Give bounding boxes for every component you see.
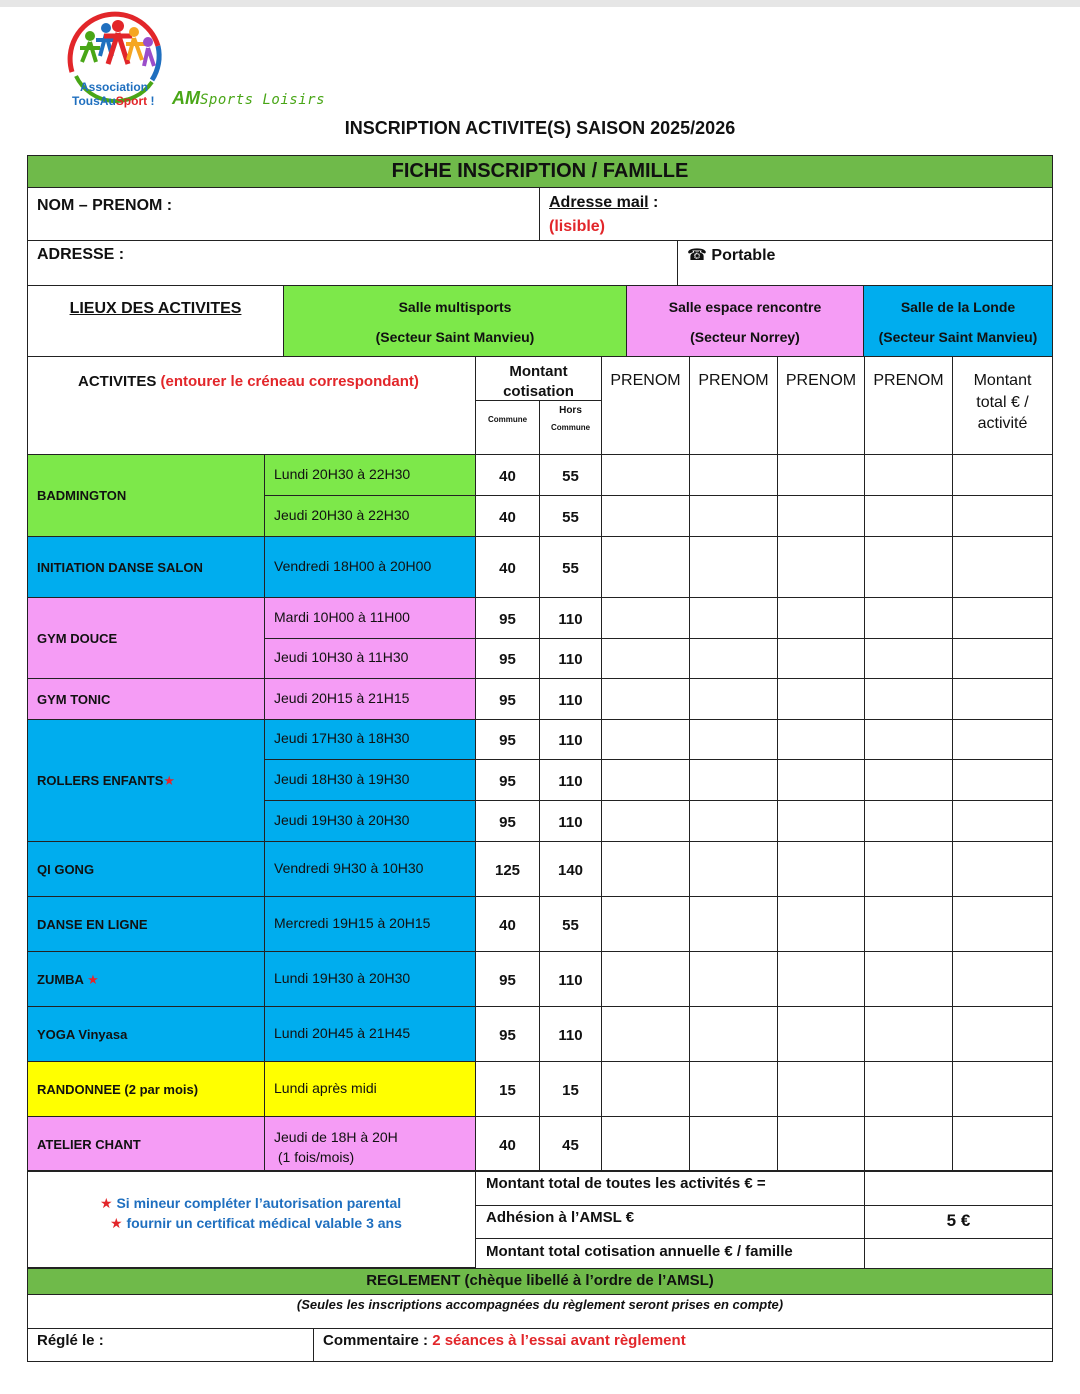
time-slot-cell[interactable] bbox=[264, 719, 476, 760]
nom-prenom-field[interactable]: NOM – PRENOM : bbox=[27, 187, 540, 241]
price-hors-commune bbox=[539, 841, 602, 897]
prenom-entry-cell[interactable] bbox=[601, 454, 690, 496]
prenom-entry-cell[interactable] bbox=[864, 454, 953, 496]
prenom-entry-cell[interactable] bbox=[864, 1061, 953, 1117]
price-commune bbox=[475, 597, 540, 639]
price-commune bbox=[475, 638, 540, 679]
prenom-entry-cell[interactable] bbox=[864, 951, 953, 1007]
activity-name: QI GONG bbox=[37, 862, 95, 877]
time-slot: Lundi 19H30 à 20H30 bbox=[274, 970, 411, 986]
prenom-entry-cell[interactable] bbox=[777, 841, 865, 897]
price-commune bbox=[475, 454, 540, 496]
prenom-entry-cell[interactable] bbox=[689, 759, 778, 801]
prenom-entry-cell[interactable] bbox=[864, 1116, 953, 1172]
price-hors-commune bbox=[539, 638, 602, 679]
montant-total-entry-cell[interactable] bbox=[952, 638, 1053, 679]
star-icon: ★ bbox=[110, 1215, 123, 1231]
form-header: FICHE INSCRIPTION / FAMILLE bbox=[27, 155, 1053, 188]
prenom-entry-cell[interactable] bbox=[601, 597, 690, 639]
time-slot-cell[interactable] bbox=[264, 638, 476, 679]
montant-total-entry-cell[interactable] bbox=[952, 536, 1053, 598]
time-slot-cell[interactable] bbox=[264, 597, 476, 639]
time-slot-cell[interactable] bbox=[264, 1116, 476, 1172]
time-slot: Jeudi 20H15 à 21H15 bbox=[274, 690, 410, 706]
price-hors-commune bbox=[539, 597, 602, 639]
activity-name: GYM DOUCE bbox=[37, 631, 118, 646]
prenom-header-3: PRENOM bbox=[777, 356, 865, 455]
adresse-mail-field[interactable]: Adresse mail : (lisible) bbox=[539, 187, 1053, 241]
montant-total-entry-cell[interactable] bbox=[952, 759, 1053, 801]
montant-total-entry-cell[interactable] bbox=[952, 495, 1053, 537]
time-slot-cell[interactable] bbox=[264, 1006, 476, 1062]
activity-name: ATELIER CHANT bbox=[37, 1137, 141, 1152]
time-slot: Lundi après midi bbox=[274, 1080, 377, 1096]
total-activites-label: Montant total de toutes les activités € = bbox=[475, 1170, 865, 1206]
price-commune bbox=[475, 1006, 540, 1062]
price-hors-commune-value: 140 bbox=[557, 862, 584, 879]
prenom-entry-cell[interactable] bbox=[689, 495, 778, 537]
price-commune-value: 125 bbox=[494, 862, 521, 879]
activity-name-cell bbox=[27, 678, 265, 720]
prenom-entry-cell[interactable] bbox=[601, 759, 690, 801]
montant-total-entry-cell[interactable] bbox=[952, 719, 1053, 760]
prenom-entry-cell[interactable] bbox=[689, 951, 778, 1007]
prenom-entry-cell[interactable] bbox=[601, 841, 690, 897]
price-commune-value: 95 bbox=[499, 814, 516, 831]
activity-name: GYM TONIC bbox=[37, 692, 111, 707]
prenom-entry-cell[interactable] bbox=[864, 719, 953, 760]
price-hors-commune-value: 55 bbox=[562, 468, 579, 485]
hors-commune-header: Hors Commune bbox=[539, 400, 602, 455]
lieux-label: LIEUX DES ACTIVITES bbox=[27, 285, 284, 357]
prenom-entry-cell[interactable] bbox=[601, 678, 690, 720]
star-icon: ★ bbox=[87, 972, 99, 987]
prenom-entry-cell[interactable] bbox=[689, 678, 778, 720]
price-commune bbox=[475, 495, 540, 537]
activity-name: DANSE EN LIGNE bbox=[37, 917, 148, 932]
total-annuel-label: Montant total cotisation annuelle € / famille bbox=[475, 1238, 865, 1269]
activity-name: INITIATION DANSE SALON bbox=[37, 560, 203, 575]
time-slot: Mercredi 19H15 à 20H15 bbox=[274, 915, 431, 931]
time-slot-note: (1 fois/mois) bbox=[274, 1149, 355, 1165]
prenom-entry-cell[interactable] bbox=[777, 1006, 865, 1062]
montant-total-header: Montant total € / activité bbox=[952, 356, 1053, 455]
price-commune bbox=[475, 678, 540, 720]
time-slot-cell[interactable] bbox=[264, 896, 476, 952]
prenom-entry-cell[interactable] bbox=[689, 1116, 778, 1172]
logo-text-tousausport: TousAuSport ! bbox=[72, 94, 155, 108]
montant-total-entry-cell[interactable] bbox=[952, 1061, 1053, 1117]
prenom-entry-cell[interactable] bbox=[777, 759, 865, 801]
price-commune-value: 95 bbox=[499, 692, 516, 709]
activity-name-cell bbox=[27, 1006, 265, 1062]
price-hors-commune bbox=[539, 719, 602, 760]
time-slot-cell[interactable] bbox=[264, 800, 476, 842]
price-hors-commune bbox=[539, 951, 602, 1007]
prenom-entry-cell[interactable] bbox=[777, 951, 865, 1007]
price-hors-commune bbox=[539, 495, 602, 537]
prenom-entry-cell[interactable] bbox=[864, 896, 953, 952]
time-slot: Lundi 20H30 à 22H30 bbox=[274, 466, 411, 482]
montant-total-entry-cell[interactable] bbox=[952, 678, 1053, 720]
time-slot-cell[interactable] bbox=[264, 841, 476, 897]
prenom-entry-cell[interactable] bbox=[777, 1116, 865, 1172]
activity-name-cell bbox=[27, 719, 265, 842]
prenom-entry-cell[interactable] bbox=[864, 638, 953, 679]
prenom-entry-cell[interactable] bbox=[601, 1006, 690, 1062]
prenom-entry-cell[interactable] bbox=[601, 719, 690, 760]
price-commune-value: 95 bbox=[499, 972, 516, 989]
price-hors-commune-value: 110 bbox=[558, 814, 583, 831]
price-commune-value: 40 bbox=[499, 509, 516, 526]
time-slot-cell[interactable] bbox=[264, 495, 476, 537]
note-mineur: Si mineur compléter l’autorisation parental bbox=[112, 1195, 402, 1211]
montant-total-entry-cell[interactable] bbox=[952, 896, 1053, 952]
prenom-entry-cell[interactable] bbox=[689, 597, 778, 639]
prenom-entry-cell[interactable] bbox=[601, 800, 690, 842]
lieu-salle-de-la-londe: Salle de la Londe (Secteur Saint Manvieu) bbox=[863, 285, 1053, 357]
prenom-header-2: PRENOM bbox=[689, 356, 778, 455]
time-slot: Jeudi 20H30 à 22H30 bbox=[274, 507, 410, 523]
price-commune-value: 95 bbox=[499, 651, 516, 668]
activity-name-cell bbox=[27, 597, 265, 679]
prenom-entry-cell[interactable] bbox=[864, 759, 953, 801]
prenom-entry-cell[interactable] bbox=[601, 495, 690, 537]
price-hors-commune-value: 110 bbox=[558, 972, 583, 989]
price-hors-commune-value: 110 bbox=[558, 611, 583, 628]
price-hors-commune bbox=[539, 1006, 602, 1062]
time-slot: Jeudi de 18H à 20H bbox=[274, 1129, 398, 1145]
activity-name-cell bbox=[27, 896, 265, 952]
prenom-entry-cell[interactable] bbox=[777, 896, 865, 952]
time-slot: Mardi 10H00 à 11H00 bbox=[274, 609, 410, 625]
adhesion-label: Adhésion à l’AMSL € bbox=[475, 1205, 865, 1239]
prenom-entry-cell[interactable] bbox=[601, 896, 690, 952]
star-icon: ★ bbox=[100, 1195, 113, 1211]
prenom-entry-cell[interactable] bbox=[777, 495, 865, 537]
price-hors-commune-value: 110 bbox=[558, 732, 583, 749]
price-commune-value: 95 bbox=[499, 611, 516, 628]
activity-name-cell bbox=[27, 1061, 265, 1117]
activity-name-cell bbox=[27, 454, 265, 537]
prenom-entry-cell[interactable] bbox=[777, 1061, 865, 1117]
prenom-entry-cell[interactable] bbox=[689, 841, 778, 897]
activity-name: BADMINGTON bbox=[37, 488, 127, 503]
montant-total-entry-cell[interactable] bbox=[952, 597, 1053, 639]
price-commune-value: 95 bbox=[499, 1027, 516, 1044]
prenom-entry-cell[interactable] bbox=[689, 1061, 778, 1117]
montant-header: Montant cotisation bbox=[475, 356, 602, 401]
price-hors-commune bbox=[539, 800, 602, 842]
prenom-entry-cell[interactable] bbox=[777, 597, 865, 639]
prenom-entry-cell[interactable] bbox=[864, 800, 953, 842]
prenom-entry-cell[interactable] bbox=[601, 951, 690, 1007]
price-commune bbox=[475, 536, 540, 598]
time-slot: Jeudi 18H30 à 19H30 bbox=[274, 771, 410, 787]
commentaire-field[interactable]: Commentaire : 2 séances à l’essai avant règlement bbox=[313, 1328, 1053, 1362]
lieu-salle-espace-rencontre: Salle espace rencontre (Secteur Norrey) bbox=[626, 285, 864, 357]
price-hors-commune bbox=[539, 1061, 602, 1117]
prenom-header-4: PRENOM bbox=[864, 356, 953, 455]
time-slot: Lundi 20H45 à 21H45 bbox=[274, 1025, 411, 1041]
prenom-entry-cell[interactable] bbox=[689, 454, 778, 496]
regle-le-field[interactable]: Réglé le : bbox=[27, 1328, 314, 1362]
activites-header: ACTIVITES (entourer le créneau correspondant) bbox=[27, 356, 476, 455]
price-hors-commune-value: 45 bbox=[562, 1137, 579, 1154]
prenom-entry-cell[interactable] bbox=[601, 536, 690, 598]
prenom-entry-cell[interactable] bbox=[689, 638, 778, 679]
adhesion-value: 5 € bbox=[864, 1205, 1053, 1239]
time-slot: Jeudi 10H30 à 11H30 bbox=[274, 649, 409, 665]
price-hors-commune-value: 55 bbox=[562, 917, 579, 934]
prenom-entry-cell[interactable] bbox=[777, 454, 865, 496]
reglement-note: (Seules les inscriptions accompagnées du règlement seront prises en compte) bbox=[27, 1294, 1053, 1329]
activity-name: ROLLERS ENFANTS★ bbox=[37, 773, 176, 788]
price-hors-commune bbox=[539, 536, 602, 598]
prenom-entry-cell[interactable] bbox=[601, 1116, 690, 1172]
time-slot-cell[interactable] bbox=[264, 536, 476, 598]
price-commune bbox=[475, 1061, 540, 1117]
price-commune bbox=[475, 841, 540, 897]
total-activites-value[interactable] bbox=[864, 1170, 1053, 1206]
montant-total-entry-cell[interactable] bbox=[952, 1116, 1053, 1172]
adresse-field[interactable]: ADRESSE : bbox=[27, 240, 678, 286]
price-commune-value: 95 bbox=[499, 732, 516, 749]
star-icon: ★ bbox=[163, 773, 176, 788]
price-hors-commune-value: 15 bbox=[562, 1082, 579, 1099]
price-commune-value: 40 bbox=[499, 917, 516, 934]
activity-name-cell bbox=[27, 841, 265, 897]
activity-name-cell bbox=[27, 1116, 265, 1172]
price-hors-commune-value: 110 bbox=[558, 692, 583, 709]
activity-name: RANDONNEE (2 par mois) bbox=[37, 1082, 199, 1097]
montant-total-entry-cell[interactable] bbox=[952, 951, 1053, 1007]
price-hors-commune bbox=[539, 896, 602, 952]
price-commune bbox=[475, 719, 540, 760]
prenom-entry-cell[interactable] bbox=[777, 719, 865, 760]
prenom-entry-cell[interactable] bbox=[864, 841, 953, 897]
price-commune bbox=[475, 951, 540, 1007]
price-commune bbox=[475, 896, 540, 952]
note-certificat: fournir un certificat médical valable 3 ans bbox=[122, 1215, 402, 1231]
price-commune bbox=[475, 759, 540, 801]
price-hors-commune-value: 110 bbox=[558, 773, 583, 790]
prenom-entry-cell[interactable] bbox=[864, 678, 953, 720]
time-slot: Jeudi 17H30 à 18H30 bbox=[274, 730, 410, 746]
lisible-note: (lisible) bbox=[549, 218, 606, 235]
time-slot-cell[interactable] bbox=[264, 678, 476, 720]
price-commune bbox=[475, 1116, 540, 1172]
time-slot: Vendredi 18H00 à 20H00 bbox=[274, 558, 432, 574]
prenom-entry-cell[interactable] bbox=[777, 536, 865, 598]
montant-total-entry-cell[interactable] bbox=[952, 1006, 1053, 1062]
prenom-entry-cell[interactable] bbox=[864, 495, 953, 537]
price-hors-commune bbox=[539, 759, 602, 801]
time-slot-cell[interactable] bbox=[264, 1061, 476, 1117]
prenom-entry-cell[interactable] bbox=[689, 1006, 778, 1062]
activity-name: ZUMBA ★ bbox=[37, 972, 99, 987]
activity-name: YOGA Vinyasa bbox=[37, 1027, 128, 1042]
prenom-entry-cell[interactable] bbox=[777, 678, 865, 720]
time-slot-cell[interactable] bbox=[264, 759, 476, 801]
price-commune-value: 40 bbox=[499, 468, 516, 485]
prenom-entry-cell[interactable] bbox=[777, 800, 865, 842]
time-slot: Vendredi 9H30 à 10H30 bbox=[274, 860, 424, 876]
total-annuel-value[interactable] bbox=[864, 1238, 1053, 1269]
phone-icon: ☎ bbox=[687, 247, 707, 264]
time-slot: Jeudi 19H30 à 20H30 bbox=[274, 812, 410, 828]
portable-field[interactable]: ☎ Portable bbox=[677, 240, 1053, 286]
time-slot-cell[interactable] bbox=[264, 454, 476, 496]
price-hors-commune bbox=[539, 454, 602, 496]
prenom-header-1: PRENOM bbox=[601, 356, 690, 455]
price-hors-commune-value: 55 bbox=[562, 560, 579, 577]
brand-amsports: AMSports Loisirs bbox=[172, 88, 326, 108]
commune-header: Commune bbox=[475, 400, 540, 455]
notes-box bbox=[27, 1170, 476, 1268]
activity-name-cell bbox=[27, 536, 265, 598]
prenom-entry-cell[interactable] bbox=[864, 1006, 953, 1062]
time-slot-cell[interactable] bbox=[264, 951, 476, 1007]
montant-total-entry-cell[interactable] bbox=[952, 800, 1053, 842]
price-commune-value: 40 bbox=[499, 1137, 516, 1154]
price-hors-commune bbox=[539, 1116, 602, 1172]
price-hors-commune-value: 110 bbox=[558, 651, 583, 668]
prenom-entry-cell[interactable] bbox=[864, 536, 953, 598]
prenom-entry-cell[interactable] bbox=[689, 719, 778, 760]
prenom-entry-cell[interactable] bbox=[601, 1061, 690, 1117]
activity-name-cell bbox=[27, 951, 265, 1007]
price-commune-value: 15 bbox=[499, 1082, 516, 1099]
price-hors-commune-value: 110 bbox=[558, 1027, 583, 1044]
page-title: INSCRIPTION ACTIVITE(S) SAISON 2025/2026 bbox=[344, 118, 736, 138]
reglement-header: REGLEMENT (chèque libellé à l’ordre de l’AMSL) bbox=[27, 1268, 1053, 1295]
price-hors-commune bbox=[539, 678, 602, 720]
logo-text-association: Association bbox=[80, 80, 149, 94]
price-hors-commune-value: 55 bbox=[562, 509, 579, 526]
price-commune bbox=[475, 800, 540, 842]
montant-total-entry-cell[interactable] bbox=[952, 454, 1053, 496]
prenom-entry-cell[interactable] bbox=[689, 800, 778, 842]
lieu-salle-multisports: Salle multisports (Secteur Saint Manvieu) bbox=[283, 285, 627, 357]
prenom-entry-cell[interactable] bbox=[689, 536, 778, 598]
prenom-entry-cell[interactable] bbox=[689, 896, 778, 952]
montant-total-entry-cell[interactable] bbox=[952, 841, 1053, 897]
price-commune-value: 40 bbox=[499, 560, 516, 577]
prenom-entry-cell[interactable] bbox=[777, 638, 865, 679]
price-commune-value: 95 bbox=[499, 773, 516, 790]
prenom-entry-cell[interactable] bbox=[601, 638, 690, 679]
prenom-entry-cell[interactable] bbox=[864, 597, 953, 639]
